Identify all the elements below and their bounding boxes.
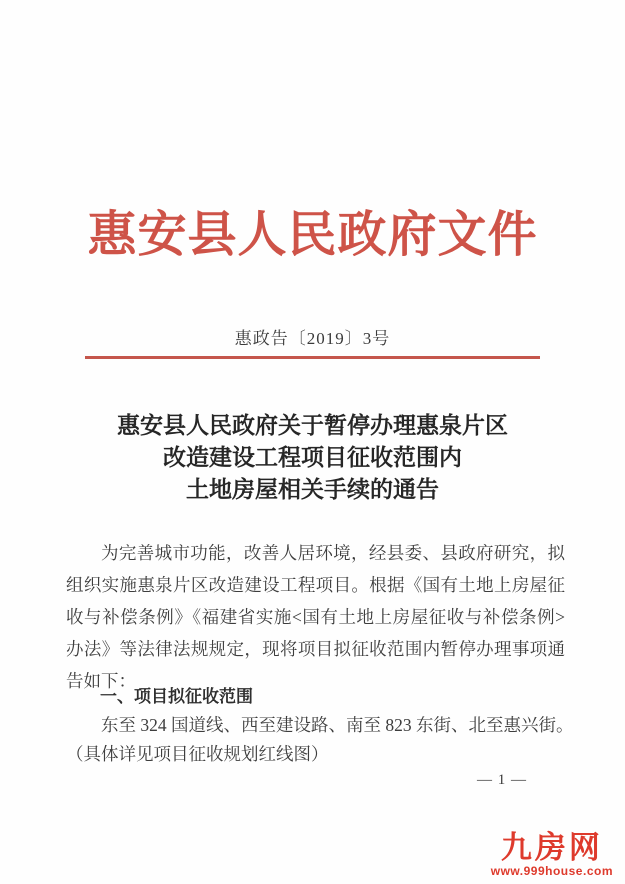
paragraph-line: 组织实施惠泉片区改造建设工程项目。根据《国有土地上房屋征 — [66, 575, 565, 595]
watermark — [491, 831, 613, 878]
notice-title-line-1: 惠安县人民政府关于暂停办理惠泉片区 — [117, 413, 508, 438]
watermark-site-url: www.999house.com — [490, 864, 613, 878]
red-header-org-title: 惠安县人民政府文件 — [87, 207, 538, 262]
red-divider-rule — [85, 356, 540, 359]
paragraph-line: 收与补偿条例》《福建省实施<国有土地上房屋征收与补偿条例> — [66, 607, 565, 627]
paragraph-line: 告如下： — [66, 671, 136, 691]
paragraph-line: 办法》等法律法规规定，现将项目拟征收范围内暂停办理事项通 — [66, 639, 565, 659]
watermark-site-name: 九房网 — [500, 830, 603, 865]
section-heading: 一、项目拟征收范围 — [100, 687, 253, 706]
section-scope-line: 东至 324 国道线、西至建设路、南至 823 东街、北至惠兴街。 — [101, 715, 574, 735]
notice-title-line-3: 土地房屋相关手续的通告 — [186, 477, 439, 502]
page-number: — 1 — — [477, 772, 527, 788]
notice-title — [40, 410, 585, 506]
document-number: 惠政告〔2019〕3号 — [234, 329, 391, 348]
notice-body-paragraph-1 — [66, 537, 565, 697]
notice-title-line-2: 改造建设工程项目征收范围内 — [163, 445, 462, 470]
paragraph-line: 为完善城市功能，改善人居环境，经县委、县政府研究，拟 — [101, 543, 565, 563]
notice-body-section-1 — [66, 682, 574, 769]
section-note-line: （具体详见项目征收规划红线图） — [66, 744, 329, 764]
